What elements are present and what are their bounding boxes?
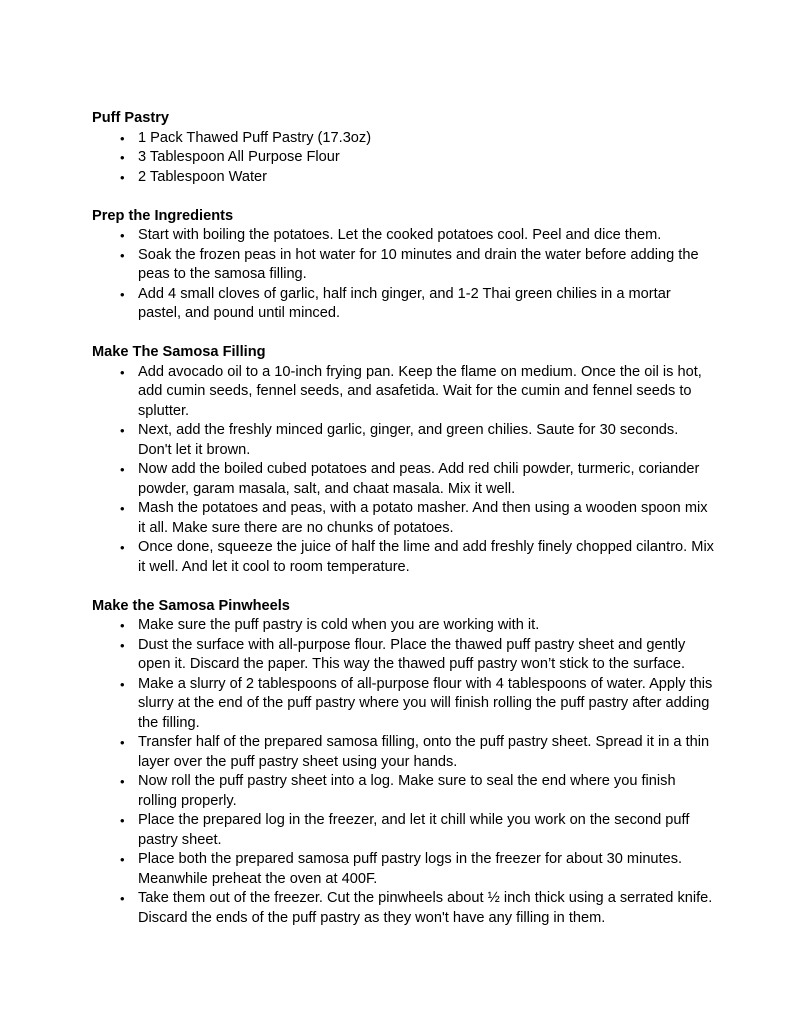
bullet-icon: • [120,813,125,828]
bullet-icon: • [120,150,125,165]
list-item [92,772,714,811]
bullet-icon: • [120,852,125,867]
list-item-text: Next, add the freshly minced garlic, ginger, and green chilies. Saute for 30 seconds. Don't let it brown. [138,422,679,458]
bullet-icon: • [120,169,125,185]
list-item-text: Now roll the puff pastry sheet into a log. Make sure to seal the end where you finish rolling properly. [138,773,676,809]
list-item-text: Make sure the puff pastry is cold when you are working with it. [138,617,540,633]
bullet-icon: • [120,247,125,263]
recipe-section [92,207,714,324]
bullet-list [92,616,714,928]
bullet-icon: • [120,891,125,906]
list-item [92,499,714,538]
list-item [92,285,714,324]
list-item-text: 1 Pack Thawed Puff Pastry (17.3oz) [138,129,372,146]
list-item-text: 2 Tablespoon Water [138,168,267,185]
list-item-text: Make a slurry of 2 tablespoons of all-purpose flour with 4 tablespoons of water. Apply this slurry at the end of the puff pastry where you will finish rolling the puff pastry after adding the filling. [138,675,713,731]
list-item-text: Transfer half of the prepared samosa filling, onto the puff pastry sheet. Spread it in a thin layer over the puff pastry sheet using your hands. [138,734,710,770]
bullet-icon: • [120,423,125,438]
list-item-text: 3 Tablespoon All Purpose Flour [138,149,340,165]
section-heading: Make the Samosa Pinwheels [92,597,290,614]
bullet-icon: • [120,286,125,302]
list-item-text: Add 4 small cloves of garlic, half inch ginger, and 1-2 Thai green chilies in a mortar pastel, and pound until minced. [138,285,671,321]
list-item-text: Mash the potatoes and peas, with a potato masher. And then using a wooden spoon mix it all. Make sure there are no chunks of potatoes. [138,500,708,536]
list-item [92,421,714,460]
bullet-list [92,363,714,578]
section-heading: Make The Samosa Filling [92,344,266,360]
bullet-list [92,129,714,188]
list-item-text: Place both the prepared samosa puff pastry logs in the freezer for about 30 minutes. Meanwhile preheat the oven at 400F. [138,851,683,887]
list-item [92,460,714,499]
list-item-text: Place the prepared log in the freezer, and let it chill while you work on the second puff pastry sheet. [138,812,690,848]
list-item [92,733,714,772]
bullet-icon: • [120,462,125,477]
list-item [92,636,714,675]
list-item-text: Add avocado oil to a 10-inch frying pan. Keep the flame on medium. Once the oil is hot, add cumin seeds, fennel seeds, and asafetida. Wait for the cumin and fennel seeds to splutter. [138,363,702,419]
bullet-icon: • [120,618,125,633]
list-item [92,616,714,636]
list-item [92,675,714,734]
recipe-document [92,109,714,928]
list-item [92,148,714,168]
section-heading: Puff Pastry [92,110,170,126]
list-item-text: Dust the surface with all-purpose flour. Place the thawed puff pastry sheet and gently open it. Discard the paper. This way the thawed puff pastry won’t stick to the surface. [138,636,686,672]
list-item-text: Soak the frozen peas in hot water for 10 minutes and drain the water before adding the peas to the samosa filling. [138,246,699,282]
list-item [92,226,714,246]
list-item [92,538,714,577]
section-heading: Prep the Ingredients [92,207,234,224]
bullet-icon: • [120,637,125,653]
bullet-icon: • [120,774,125,789]
recipe-section [92,343,714,577]
bullet-icon: • [120,676,125,692]
list-item [92,129,714,149]
list-item [92,168,714,188]
list-item [92,850,714,889]
list-item [92,246,714,285]
bullet-icon: • [120,364,125,380]
bullet-list [92,226,714,324]
list-item [92,889,714,928]
list-item-text: Start with boiling the potatoes. Let the cooked potatoes cool. Peel and dice them. [138,227,662,243]
bullet-icon: • [120,501,125,516]
list-item [92,363,714,422]
bullet-icon: • [120,540,125,555]
list-item-text: Take them out of the freezer. Cut the pinwheels about ½ inch thick using a serrated knife. Discard the ends of the puff pastry as they won't have any filling in them. [138,890,713,926]
list-item-text: Now add the boiled cubed potatoes and peas. Add red chili powder, turmeric, coriander powder, garam masala, salt, and chaat masala. Mix it well. [138,461,700,497]
bullet-icon: • [120,228,125,243]
recipe-section [92,597,714,929]
list-item [92,811,714,850]
list-item-text: Once done, squeeze the juice of half the lime and add freshly finely chopped cilantro. Mix it well. And let it cool to room temperature. [138,539,714,575]
bullet-icon: • [120,735,125,750]
recipe-section [92,109,714,187]
bullet-icon: • [120,130,125,146]
